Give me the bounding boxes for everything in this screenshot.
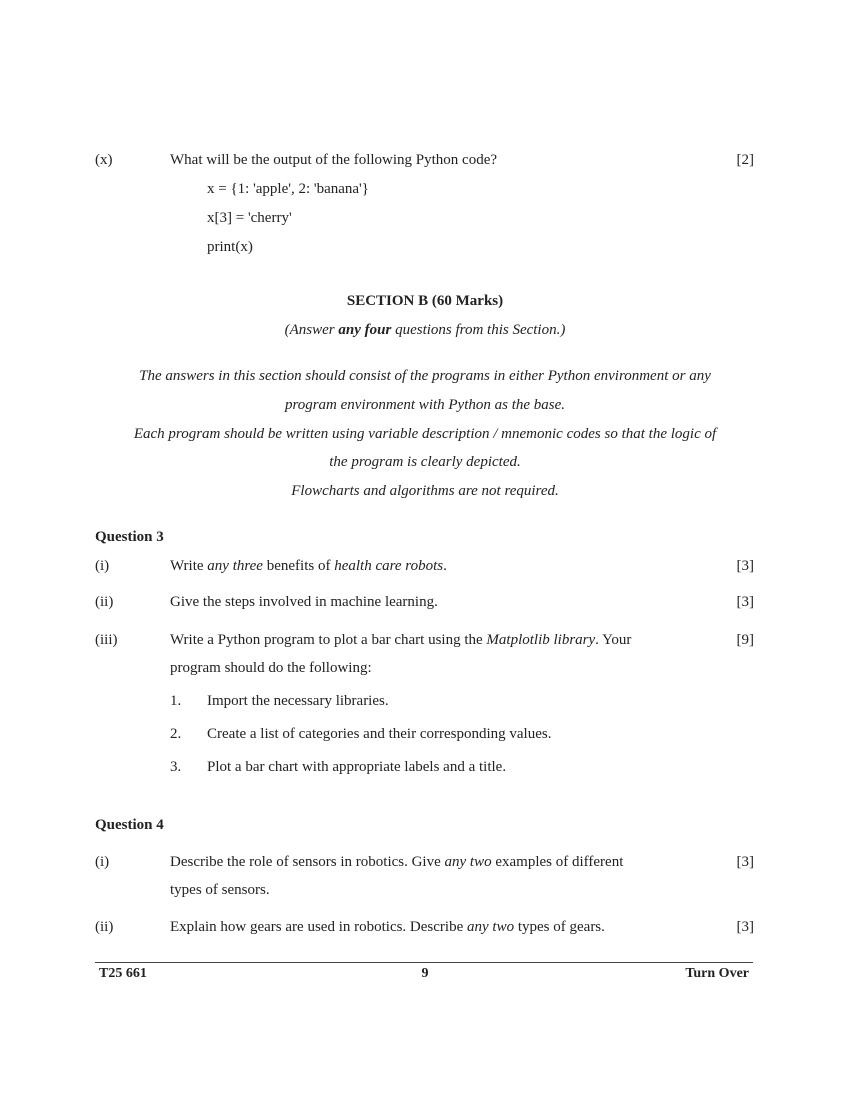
section-b-title: SECTION B (60 Marks)	[346, 293, 504, 309]
footer-divider	[95, 962, 753, 963]
q4-part-i-number: (i)	[95, 854, 110, 870]
section-b-note-5: Flowcharts and algorithms are not required.	[291, 483, 559, 499]
q4-part-i-marks: [3]	[736, 854, 754, 870]
q4-part-i-text: Describe the role of sensors in robotics. Give any two examples of different	[170, 854, 624, 870]
section-b-note-4: the program is clearly depicted.	[329, 454, 521, 470]
q4-part-ii-text: Explain how gears are used in robotics. Describe any two types of gears.	[170, 919, 605, 935]
q3-step-1-number: 1.	[170, 693, 182, 709]
section-b-note-1: The answers in this section should consist of the programs in either Python environment or any	[139, 368, 711, 384]
q3-step-3-number: 3.	[170, 759, 182, 775]
q3-step-2-text: Create a list of categories and their corresponding values.	[207, 726, 552, 742]
q3-part-ii-text: Give the steps involved in machine learning.	[170, 594, 438, 610]
question-x-number: (x)	[95, 152, 113, 168]
question-3-heading: Question 3	[95, 529, 164, 545]
q4-part-i-text-line2: types of sensors.	[170, 882, 270, 898]
q4-part-ii-number: (ii)	[95, 919, 114, 935]
q3-part-iii-text: Write a Python program to plot a bar chart using the Matplotlib library. Your	[170, 632, 632, 648]
q3-part-iii-number: (iii)	[95, 632, 118, 648]
q3-step-1-text: Import the necessary libraries.	[207, 693, 389, 709]
section-b-instruction: (Answer any four questions from this Section.)	[284, 322, 566, 338]
q3-part-i-text: Write any three benefits of health care robots.	[170, 558, 447, 574]
q3-part-ii-number: (ii)	[95, 594, 114, 610]
q3-part-ii-marks: [3]	[736, 594, 754, 610]
code-line-1: x = {1: 'apple', 2: 'banana'}	[207, 181, 369, 197]
code-line-2: x[3] = 'cherry'	[207, 210, 292, 226]
section-b-note-3: Each program should be written using variable description / mnemonic codes so that the logic of	[133, 426, 717, 442]
footer-turn-over: Turn Over	[685, 966, 749, 981]
q4-part-ii-marks: [3]	[736, 919, 754, 935]
q3-step-2-number: 2.	[170, 726, 182, 742]
q3-step-3-text: Plot a bar chart with appropriate labels and a title.	[207, 759, 507, 775]
section-b-note-2: program environment with Python as the base.	[284, 397, 566, 413]
q3-part-iii-text-line2: program should do the following:	[170, 660, 372, 676]
footer-paper-code: T25 661	[99, 966, 147, 981]
q3-part-i-marks: [3]	[736, 558, 754, 574]
q3-part-iii-marks: [9]	[736, 632, 754, 648]
q3-part-i-number: (i)	[95, 558, 110, 574]
question-4-heading: Question 4	[95, 817, 164, 833]
question-x-marks: [2]	[736, 152, 754, 168]
footer-page-number: 9	[421, 966, 429, 981]
code-line-3: print(x)	[207, 239, 253, 255]
question-x-text: What will be the output of the following Python code?	[170, 152, 498, 168]
